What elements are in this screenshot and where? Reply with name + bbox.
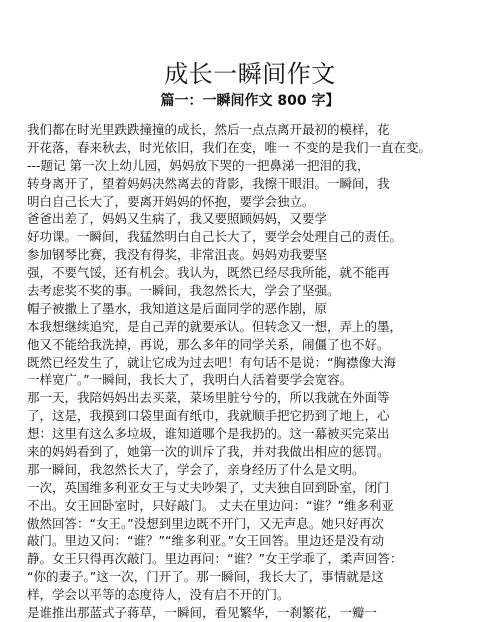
essay-line: 想：这里有这么多垃圾，谁知道哪个是我扔的。这一幕被买完菜出 xyxy=(27,426,390,442)
essay-line: 我们都在时光里跌跌撞撞的成长，然后一点点离开最初的模样，花 xyxy=(27,122,390,137)
essay-line: 那一天，我陪妈妈出去买菜，菜场里脏兮兮的，所以我就在外面等 xyxy=(27,390,390,406)
essay-line: 是谁推出那蓝式子蒋草，一瞬间，看见繁华，一刹繁花，一瓣一 xyxy=(27,605,378,621)
document-subtitle: 篇一：一瞬间作文 800 字】 xyxy=(160,93,340,109)
essay-line: 好功课。一瞬间，我猛然明白自己长大了，要学会处理自己的责任。 xyxy=(27,229,403,245)
essay-line: 明白自己长大了，要离开妈妈的怀抱，要学会独立。 xyxy=(27,193,315,209)
essay-line: 去考虑奖不奖的事。一瞬间，我忽然长大，学会了坚强。 xyxy=(27,283,340,299)
essay-line: 既然已经发生了，就让它成为过去吧！有句话不是说：“胸襟像大海 xyxy=(27,354,396,370)
essay-line: 一次，英国维多利亚女王与丈夫吵架了，丈夫独自回到卧室，闭门 xyxy=(27,479,390,495)
essay-line: 开花落，春来秋去，时光依旧，我们在变，唯一 不变的是我们一直在变。 xyxy=(27,139,431,155)
essay-line: 转身离开了，望着妈妈决然离去的背影，我擦干眼泪。一瞬间，我 xyxy=(27,175,390,191)
essay-line: 静。女王只得再次敲门。里边再问：“谁？”女王学乖了，柔声回答： xyxy=(27,551,403,567)
essay-line: 本我想继续追究，是自己弄的就要承认。但转念又一想，弄上的墨， xyxy=(27,318,403,334)
document-title: 成长一瞬间作文 xyxy=(164,60,336,88)
essay-line: 爸爸出差了，妈妈又生病了，我又要照顾妈妈，又要学 xyxy=(27,211,328,227)
essay-line: 傲然回答：“女王。”没想到里边既不开门，又无声息。她只好再次 xyxy=(27,515,384,531)
essay-line: “你的妻子。”这一次，门开了。那一瞬间，我长大了，事情就是这 xyxy=(27,569,384,585)
essay-line: 一样宽广。”一瞬间，我长大了，我明白人活着要学会宽容。 xyxy=(27,372,353,388)
essay-line: 敲门。里边又问：“谁？”“维多利亚。”女王回答。里边还是没有动 xyxy=(27,533,385,549)
essay-line: ---题记 第一次上幼儿园，妈妈放下哭的一把鼻涕一把泪的我， xyxy=(27,157,370,173)
essay-line: 不出。女王回卧室时，只好敲门。 丈夫在里边问：“谁？”维多利亚 xyxy=(27,497,394,513)
essay-line: 参加钢琴比赛，我没有得奖，非常沮丧。妈妈劝我要坚 xyxy=(27,247,328,263)
essay-line: 强，不要气馁，还有机会。我认为，既然已经尽我所能，就不能再 xyxy=(27,265,390,281)
essay-line: 那一瞬间，我忽然长大了，学会了，亲身经历了什么是文明。 xyxy=(27,461,365,477)
essay-line: 帽子被撒上了墨水，我知道这是后面同学的恶作剧，原 xyxy=(27,300,328,316)
essay-line: 了，这是，我摸到口袋里面有纸巾，我就顺手把它扔到了地上，心 xyxy=(27,408,390,424)
essay-line: 样，学会以平等的态度待人，没有启不开的门。 xyxy=(27,587,290,603)
essay-line: 来的妈妈看到了，她第一次的训斥了我，并对我做出相应的惩罚。 xyxy=(27,444,390,460)
essay-body xyxy=(27,121,492,622)
essay-line: 他又不能给我洗掉，再说，那么多年的同学关系，闹僵了也不好。 xyxy=(27,336,390,352)
